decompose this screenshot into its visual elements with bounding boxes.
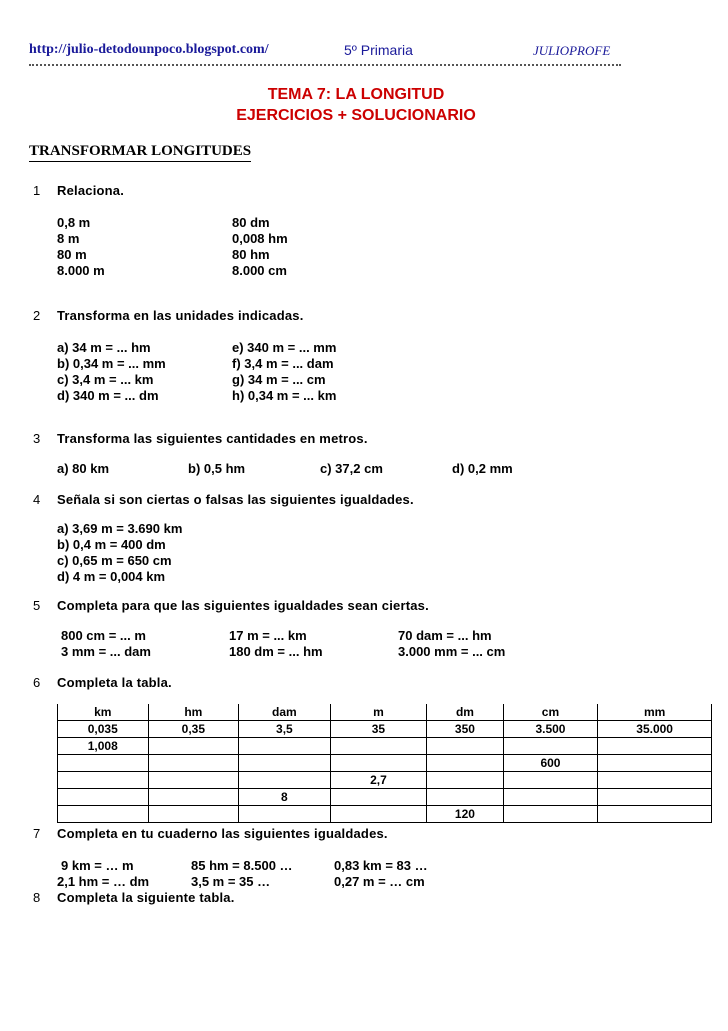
table-cell bbox=[239, 772, 331, 789]
equality-item: 17 m = ... km bbox=[229, 628, 307, 643]
quantity-item: a) 80 km bbox=[57, 461, 110, 476]
exercise-question: Completa la tabla. bbox=[57, 675, 172, 690]
table-row bbox=[58, 721, 712, 738]
table-cell: 350 bbox=[427, 721, 503, 738]
relate-left-item: 8.000 m bbox=[57, 263, 105, 278]
table-cell bbox=[503, 738, 598, 755]
conversion-item: a) 34 m = ... hm bbox=[57, 340, 151, 355]
exercise-number: 6 bbox=[33, 675, 41, 690]
table-cell bbox=[598, 755, 712, 772]
quantity-item: b) 0,5 hm bbox=[188, 461, 246, 476]
relate-left-item: 80 m bbox=[57, 247, 87, 262]
relate-left-item: 0,8 m bbox=[57, 215, 91, 230]
dotted-divider bbox=[29, 64, 621, 66]
table-cell: 35.000 bbox=[598, 721, 712, 738]
table-cell bbox=[427, 772, 503, 789]
table-header-cell: km bbox=[58, 704, 149, 721]
table-cell: 120 bbox=[427, 806, 503, 823]
units-table bbox=[57, 704, 712, 823]
conversion-item: h) 0,34 m = ... km bbox=[232, 388, 337, 403]
table-cell bbox=[58, 806, 149, 823]
table-header-cell: m bbox=[330, 704, 427, 721]
relate-right-item: 80 hm bbox=[232, 247, 270, 262]
exercise-number: 1 bbox=[33, 183, 41, 198]
equality-item: 3 mm = ... dam bbox=[61, 644, 151, 659]
header-author: JULIOPROFE bbox=[533, 43, 611, 58]
table-cell bbox=[148, 755, 239, 772]
exercise-number: 5 bbox=[33, 598, 41, 613]
table-header-row bbox=[58, 704, 712, 721]
table-row bbox=[58, 772, 712, 789]
section-heading: TRANSFORMAR LONGITUDES bbox=[29, 143, 251, 162]
table-cell bbox=[148, 789, 239, 806]
table-cell: 0,35 bbox=[148, 721, 239, 738]
exercise-question: Completa la siguiente tabla. bbox=[57, 890, 235, 905]
exercise-number: 3 bbox=[33, 431, 41, 446]
quantity-item: c) 37,2 cm bbox=[320, 461, 383, 476]
equality-item: c) 0,65 m = 650 cm bbox=[57, 553, 172, 568]
table-cell bbox=[239, 806, 331, 823]
conversion-item: d) 340 m = ... dm bbox=[57, 388, 159, 403]
table-cell bbox=[503, 772, 598, 789]
table-cell bbox=[148, 806, 239, 823]
equality-item: 9 km = … m bbox=[61, 858, 134, 873]
relate-right-item: 80 dm bbox=[232, 215, 270, 230]
exercise-number: 4 bbox=[33, 492, 41, 507]
equality-item: 85 hm = 8.500 … bbox=[191, 858, 293, 873]
table-cell: 3,5 bbox=[239, 721, 331, 738]
table-cell bbox=[330, 738, 427, 755]
table-cell bbox=[427, 789, 503, 806]
table-cell bbox=[598, 772, 712, 789]
table-cell bbox=[148, 772, 239, 789]
table-cell bbox=[598, 806, 712, 823]
table-cell bbox=[239, 755, 331, 772]
exercise-question: Señala si son ciertas o falsas las siguientes igualdades. bbox=[57, 492, 414, 507]
exercise-number: 2 bbox=[33, 308, 41, 323]
conversion-item: b) 0,34 m = ... mm bbox=[57, 356, 166, 371]
header-url-link[interactable]: http://julio-detodounpoco.blogspot.com/ bbox=[29, 42, 269, 57]
equality-item: b) 0,4 m = 400 dm bbox=[57, 537, 166, 552]
table-cell bbox=[330, 755, 427, 772]
equality-item: 0,27 m = … cm bbox=[334, 874, 425, 889]
table-row bbox=[58, 789, 712, 806]
equality-item: 2,1 hm = … dm bbox=[57, 874, 150, 889]
equality-item: 70 dam = ... hm bbox=[398, 628, 492, 643]
table-cell bbox=[330, 789, 427, 806]
conversion-item: g) 34 m = ... cm bbox=[232, 372, 326, 387]
table-cell bbox=[503, 789, 598, 806]
table-cell bbox=[330, 806, 427, 823]
exercise-question: Completa en tu cuaderno las siguientes igualdades. bbox=[57, 826, 388, 841]
table-cell bbox=[58, 772, 149, 789]
table-cell bbox=[598, 789, 712, 806]
equality-item: a) 3,69 m = 3.690 km bbox=[57, 521, 183, 536]
table-cell bbox=[427, 738, 503, 755]
table-header-cell: mm bbox=[598, 704, 712, 721]
table-cell bbox=[503, 806, 598, 823]
table-cell: 8 bbox=[239, 789, 331, 806]
table-header-cell: hm bbox=[148, 704, 239, 721]
table-cell: 35 bbox=[330, 721, 427, 738]
table-header-cell: dm bbox=[427, 704, 503, 721]
table-cell bbox=[148, 738, 239, 755]
equality-item: 0,83 km = 83 … bbox=[334, 858, 428, 873]
exercise-question: Transforma las siguientes cantidades en metros. bbox=[57, 431, 368, 446]
conversion-item: e) 340 m = ... mm bbox=[232, 340, 337, 355]
exercise-number: 7 bbox=[33, 826, 41, 841]
table-cell bbox=[58, 789, 149, 806]
table-cell: 1,008 bbox=[58, 738, 149, 755]
table-header-cell: cm bbox=[503, 704, 598, 721]
exercise-question: Transforma en las unidades indicadas. bbox=[57, 308, 304, 323]
page-title: TEMA 7: LA LONGITUD bbox=[267, 86, 445, 103]
table-header-cell: dam bbox=[239, 704, 331, 721]
exercise-question: Completa para que las siguientes igualdades sean ciertas. bbox=[57, 598, 429, 613]
table-cell: 2,7 bbox=[330, 772, 427, 789]
exercise-question: Relaciona. bbox=[57, 183, 125, 198]
table-cell bbox=[58, 755, 149, 772]
table-row bbox=[58, 738, 712, 755]
equality-item: 3.000 mm = ... cm bbox=[398, 644, 506, 659]
page-subtitle: EJERCICIOS + SOLUCIONARIO bbox=[236, 107, 476, 124]
table-row bbox=[58, 806, 712, 823]
table-cell bbox=[598, 738, 712, 755]
relate-right-item: 8.000 cm bbox=[232, 263, 287, 278]
equality-item: 180 dm = ... hm bbox=[229, 644, 323, 659]
table-row bbox=[58, 755, 712, 772]
relate-left-item: 8 m bbox=[57, 231, 80, 246]
equality-item: 3,5 m = 35 … bbox=[191, 874, 271, 889]
table-cell: 3.500 bbox=[503, 721, 598, 738]
table-cell: 600 bbox=[503, 755, 598, 772]
equality-item: d) 4 m = 0,004 km bbox=[57, 569, 166, 584]
conversion-item: f) 3,4 m = ... dam bbox=[232, 356, 334, 371]
quantity-item: d) 0,2 mm bbox=[452, 461, 513, 476]
equality-item: 800 cm = ... m bbox=[61, 628, 146, 643]
table-cell bbox=[427, 755, 503, 772]
table-cell bbox=[239, 738, 331, 755]
exercise-number: 8 bbox=[33, 890, 41, 905]
table-cell: 0,035 bbox=[58, 721, 149, 738]
conversion-item: c) 3,4 m = ... km bbox=[57, 372, 154, 387]
relate-right-item: 0,008 hm bbox=[232, 231, 288, 246]
header-grade: 5º Primaria bbox=[344, 42, 413, 58]
